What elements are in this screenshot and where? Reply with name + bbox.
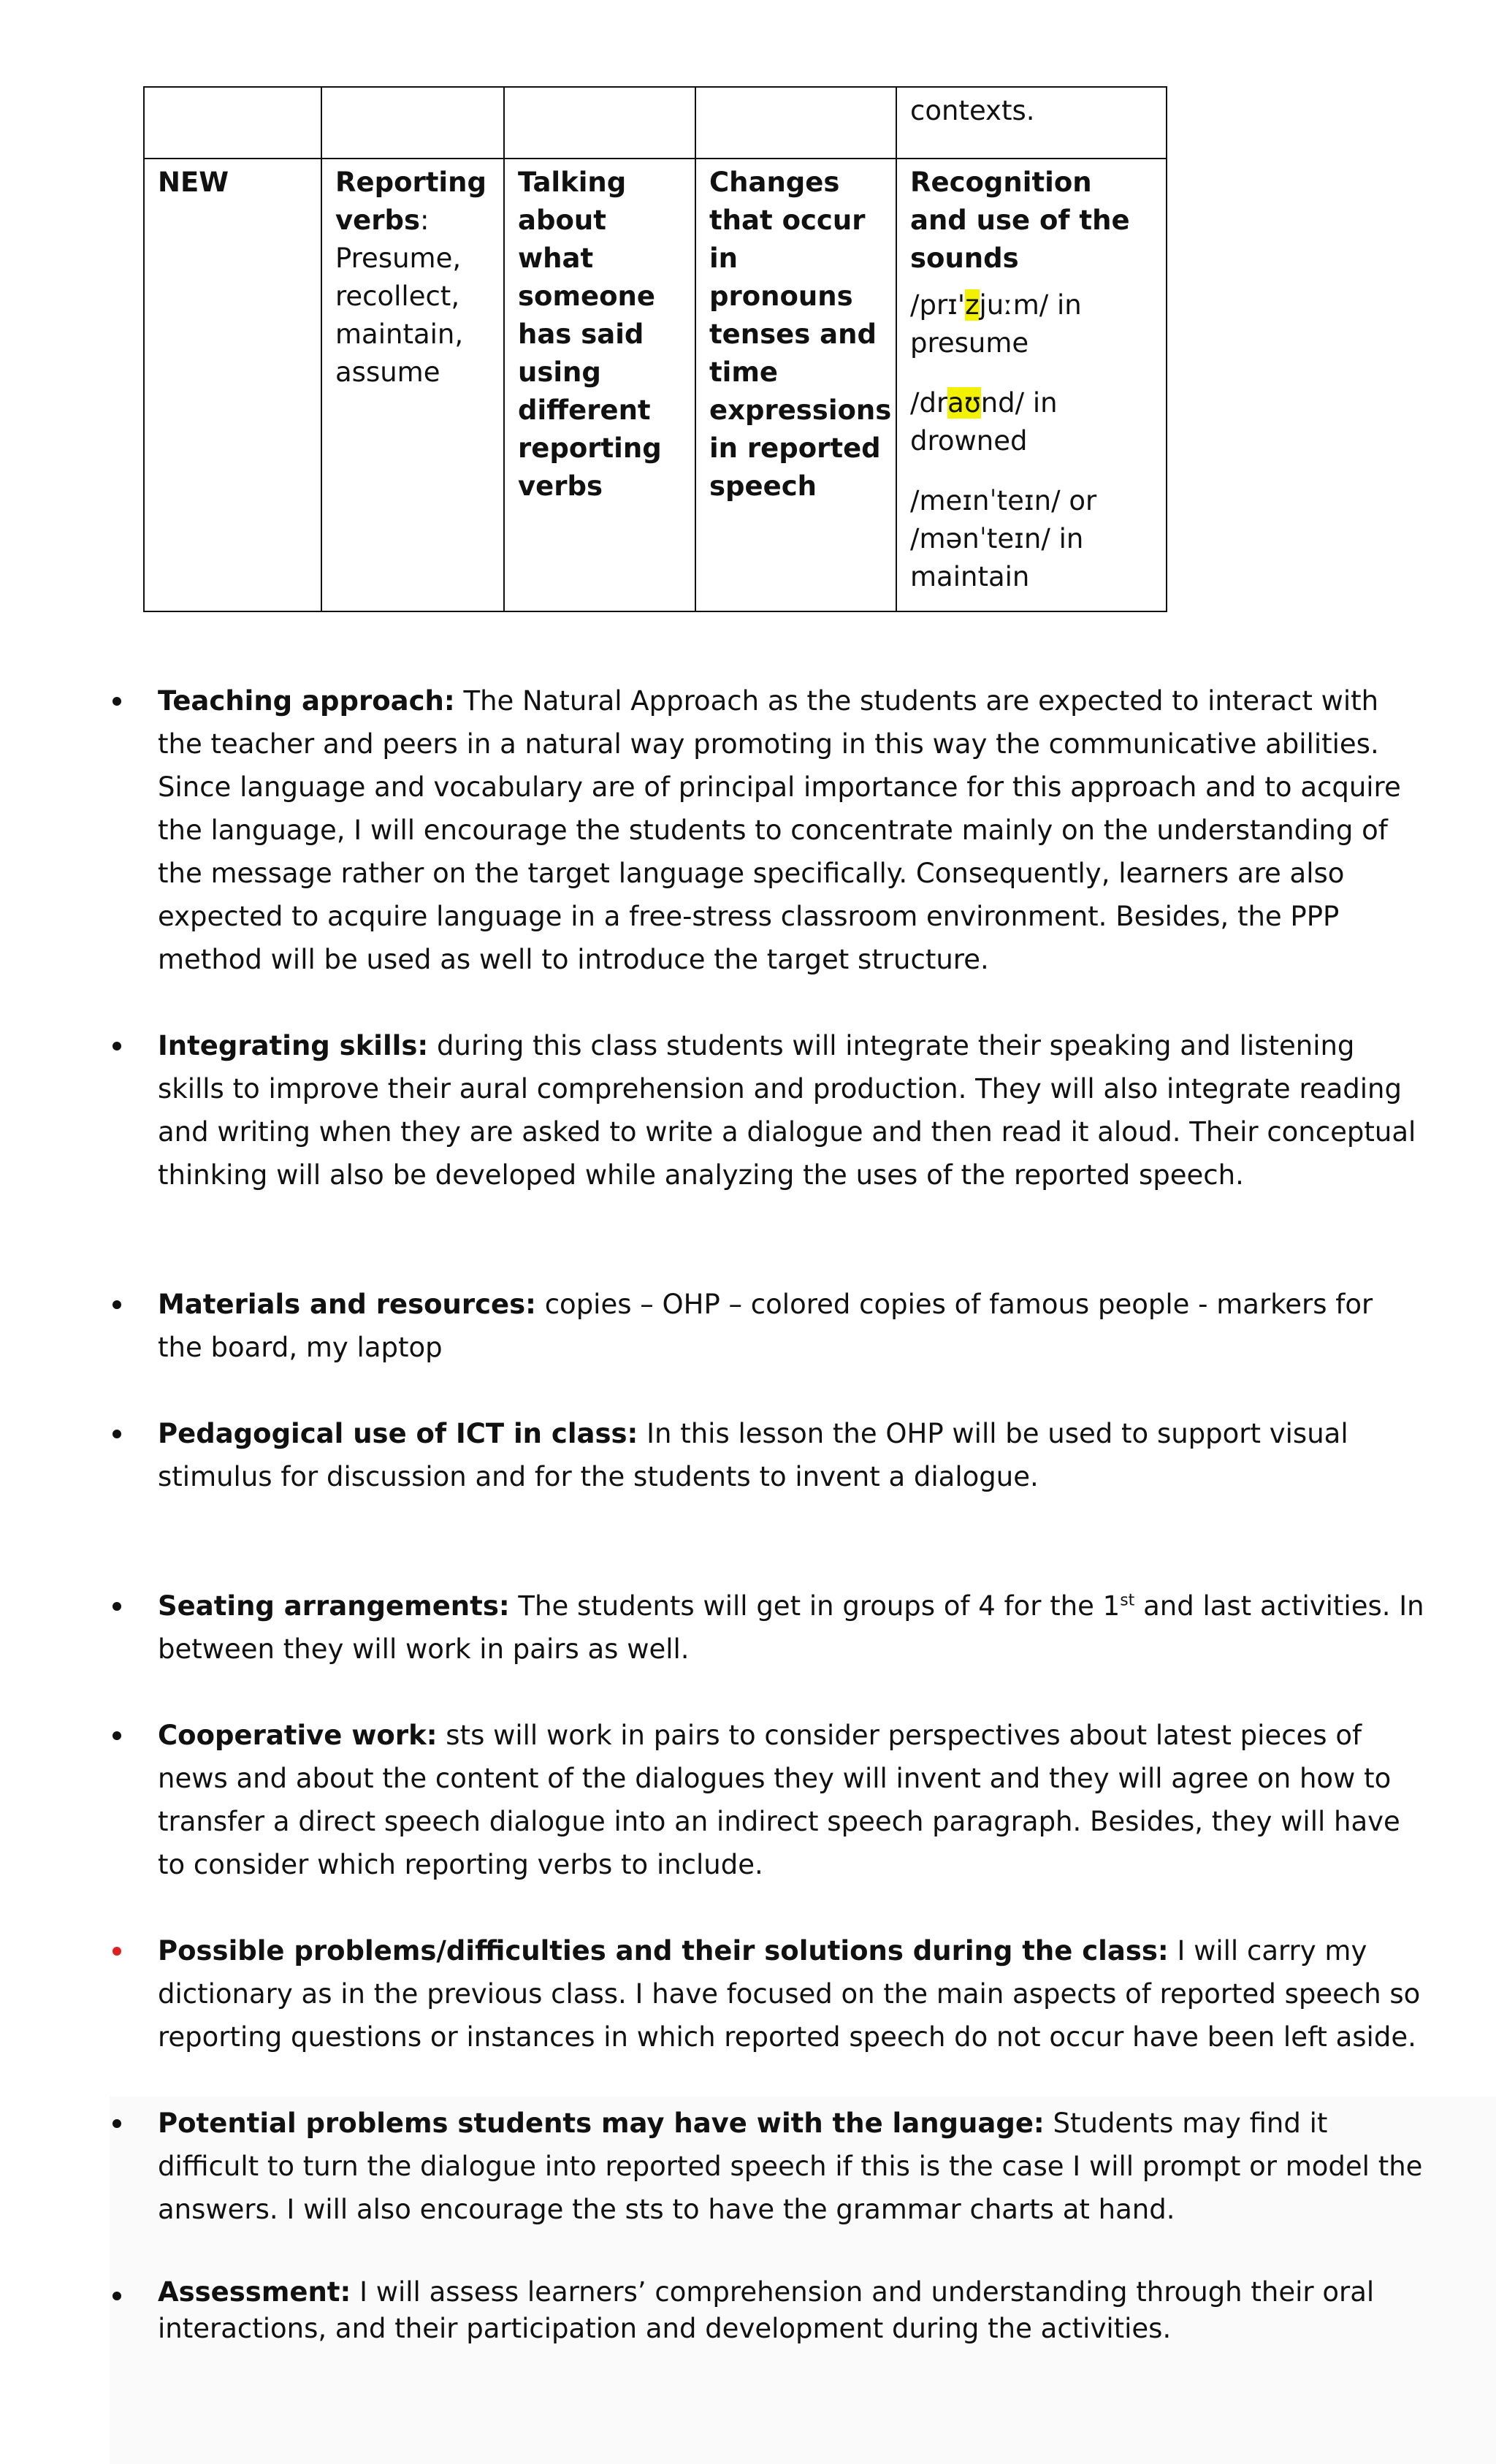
assessment: Assessment: I will assess learners’ comprehension and understanding through their oral interactions, and their participation and development during the activities. <box>110 2274 1424 2347</box>
lesson-notes-list <box>110 679 1424 2347</box>
language-problems: Potential problems students may have with the language: Students may find it difficult to turn the dialogue into reported speech if this is the case I will prompt or model the answers. I will also encourage the sts to have the grammar charts at hand. <box>110 2102 1424 2231</box>
phonetic-drowned: /draʊnd/ in drowned <box>910 387 1058 457</box>
table-row <box>144 87 1167 159</box>
vocabulary-cell: Reporting verbs: Presume, recollect, maintain, assume <box>321 159 504 611</box>
table-cell <box>504 87 695 159</box>
table-cell <box>695 87 896 159</box>
pedagogical-ict: Pedagogical use of ICT in class: In this lesson the OHP will be used to support visual stimulus for discussion and for the students to invent a dialogue. <box>110 1412 1424 1498</box>
integrating-skills: Integrating skills: during this class students will integrate their speaking and listening skills to improve their aural comprehension and production. They will also integrate reading and writing when they are asked to write a dialogue and then read it aloud. Their conceptual thinking will also be developed while analyzing the uses of the reported speech. <box>110 1024 1424 1197</box>
grammar-cell: Changes that occur in pronouns tenses and time expressions in reported speech <box>695 159 896 611</box>
possible-problems: Possible problems/difficulties and their solutions during the class: I will carry my dictionary as in the previous class. I have focused on the main aspects of reported speech so reporting questions or instances in which reported speech do not occur have been left aside. <box>110 1929 1424 2059</box>
table-row <box>144 159 1167 611</box>
seating-arrangements: Seating arrangements: The students will get in groups of 4 for the 1st and last activities. In between they will work in pairs as well. <box>110 1584 1424 1671</box>
table-cell: contexts. <box>896 87 1167 159</box>
lesson-table <box>143 86 1167 612</box>
phonetic-presume: /prɪ'zjuːm/ in presume <box>910 289 1082 359</box>
table-cell <box>144 87 321 159</box>
table-cell <box>321 87 504 159</box>
cooperative-work: Cooperative work: sts will work in pairs to consider perspectives about latest pieces of news and about the content of the dialogues they will invent and they will agree on how to transfer a direct speech dialogue into an indirect speech paragraph. Besides, they will have to consider which reporting verbs to include. <box>110 1714 1424 1886</box>
pronunciation-cell: Recognition and use of the sounds /prɪ'zjuːm/ in presume /draʊnd/ in drowned /meɪnˈteɪn/ or /mənˈteɪn/ in maintain <box>896 159 1167 611</box>
phonetic-maintain: /meɪnˈteɪn/ or /mənˈteɪn/ in maintain <box>910 485 1097 592</box>
teaching-approach: Teaching approach: The Natural Approach as the students are expected to interact with the teacher and peers in a natural way promoting in this way the communicative abilities. Since language and vocabulary are of principal importance for this approach and to acquire the language, I will encourage the students to concentrate mainly on the understanding of the message rather on the target language specifically. Consequently, learners are also expected to acquire language in a free-stress classroom environment. Besides, the PPP method will be used as well to introduce the target structure. <box>110 679 1424 981</box>
function-cell: Talking about what someone has said using different reporting verbs <box>504 159 695 611</box>
materials-and-resources: Materials and resources: copies – OHP – colored copies of famous people - markers for the board, my laptop <box>110 1283 1424 1369</box>
stage-cell: NEW <box>144 159 321 611</box>
